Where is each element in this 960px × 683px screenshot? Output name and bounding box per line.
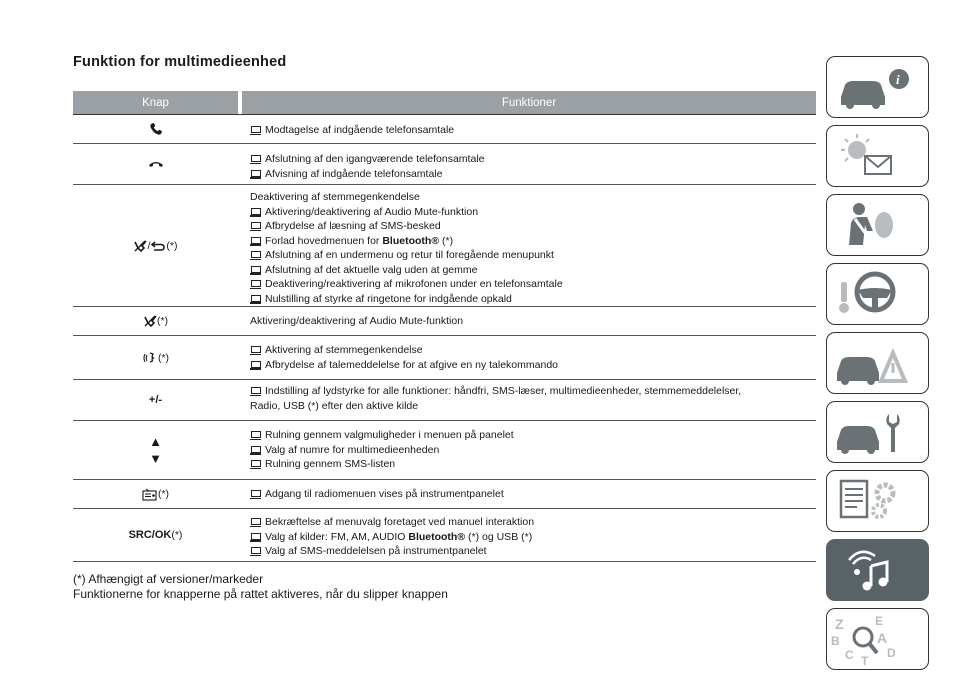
function-text: Afslutning af en undermenu og retur til foregående menupunkt	[265, 249, 554, 261]
tab-index[interactable]	[826, 608, 929, 670]
footnotes	[73, 572, 448, 602]
maintenance-icon	[827, 402, 928, 462]
tab-multimedia[interactable]	[826, 539, 929, 601]
multimedia-icon	[827, 540, 928, 600]
table-row	[73, 336, 816, 380]
voice-command-icon	[142, 351, 158, 365]
bullet-icon	[250, 170, 261, 178]
car-info-icon	[827, 57, 928, 117]
safety-icon	[827, 195, 928, 255]
src-ok-key-label: SRC/OK	[128, 529, 172, 541]
bullet-icon	[250, 155, 261, 163]
bullet-icon	[250, 251, 261, 259]
bullet-icon	[250, 490, 261, 498]
table-row	[73, 115, 816, 144]
bullet-icon	[250, 222, 261, 230]
column-header-funktioner: Funktioner	[242, 91, 816, 114]
function-table	[73, 114, 816, 562]
arrow-down-icon: ▼	[149, 451, 162, 466]
tab-maintenance[interactable]	[826, 401, 929, 463]
chapter-sidebar	[826, 56, 931, 677]
bullet-icon	[250, 295, 261, 303]
bullet-icon	[250, 446, 261, 454]
bullet-icon	[250, 280, 261, 288]
function-text: Deaktivering/reaktivering af mikrofonen under en telefonsamtale	[265, 278, 563, 290]
emergency-icon	[827, 333, 928, 393]
driving-icon	[827, 264, 928, 324]
index-letter-d: D	[887, 646, 896, 660]
index-letter-c: C	[845, 648, 854, 662]
back-icon	[150, 240, 166, 252]
bullet-icon	[250, 361, 261, 369]
bullet-icon	[250, 533, 261, 541]
footnote-release: Funktionerne for knapperne på rattet aktiveres, når du slipper knappen	[73, 587, 448, 601]
bullet-icon	[250, 126, 261, 134]
tab-warning-lights[interactable]	[826, 125, 929, 187]
table-row	[73, 144, 816, 185]
function-text: Indstilling af lydstyrke for alle funktioner: håndfri, SMS-læser, multimedieenheder, stemmemeddelelser,	[265, 385, 742, 397]
tab-safety[interactable]	[826, 194, 929, 256]
function-text: Valg af SMS-meddelelsen på instrumentpanelet	[265, 545, 487, 557]
table-row	[73, 307, 816, 336]
function-text: Afslutning af det aktuelle valg uden at gemme	[265, 263, 478, 276]
mute-icon	[133, 239, 147, 253]
table-row	[73, 480, 816, 509]
function-text: Forlad hovedmenuen for Bluetooth® (*)	[265, 234, 454, 247]
tab-technical-data[interactable]	[826, 470, 929, 532]
mute-icon	[143, 314, 157, 328]
bullet-icon	[250, 387, 261, 395]
bullet-icon	[250, 237, 261, 245]
tab-emergency[interactable]	[826, 332, 929, 394]
page-title: Funktion for multimedieenhed	[73, 54, 287, 70]
index-letter-b: B	[831, 634, 840, 648]
key-separator: /	[147, 239, 151, 252]
function-text: Aktivering/deaktivering af Audio Mute-funktion	[250, 314, 464, 327]
index-icon	[827, 609, 928, 669]
function-text: Nulstilling af styrke af ringetone for indgående opkald	[265, 292, 512, 305]
table-row	[73, 421, 816, 480]
function-text: Adgang til radiomenuen vises på instrumentpanelet	[265, 488, 504, 500]
bullet-icon	[250, 266, 261, 274]
column-header-knap: Knap	[73, 91, 238, 114]
function-text: Radio, USB (*) efter den aktive kilde	[250, 399, 419, 412]
bullet-icon	[250, 208, 261, 216]
tab-car-info[interactable]	[826, 56, 929, 118]
volume-key-label: +/-	[148, 394, 163, 406]
table-row	[73, 380, 816, 421]
radio-menu-icon	[142, 488, 158, 501]
function-text: Rulning gennem valgmuligheder i menuen på panelet	[265, 429, 514, 441]
function-text: Aktivering af stemmegenkendelse	[265, 344, 423, 356]
table-row	[73, 185, 816, 307]
function-text: Bekræftelse af menuvalg foretaget ved manuel interaktion	[265, 516, 535, 528]
bullet-icon	[250, 518, 261, 526]
function-text: Valg af numre for multimedieenheden	[265, 443, 440, 456]
phone-answer-icon	[149, 122, 163, 136]
index-letter-z: Z	[835, 616, 844, 632]
function-text: Modtagelse af indgående telefonsamtale	[265, 124, 455, 136]
function-text: Afslutning af den igangværende telefonsamtale	[265, 153, 485, 165]
table-row	[73, 509, 816, 562]
warning-lights-icon	[827, 126, 928, 186]
index-letter-t: T	[861, 654, 869, 668]
bullet-icon	[250, 346, 261, 354]
key-note: (*)	[166, 239, 178, 252]
key-note: (*)	[156, 315, 169, 327]
function-text: Afvisning af indgående telefonsamtale	[265, 167, 443, 180]
function-text: Valg af kilder: FM, AM, AUDIO Bluetooth® (*) og USB (*)	[265, 530, 533, 543]
index-letter-e: E	[875, 614, 884, 628]
bullet-icon	[250, 547, 261, 555]
function-text: Rulning gennem SMS-listen	[265, 458, 396, 470]
function-text: Deaktivering af stemmegenkendelse	[250, 191, 420, 203]
function-text: Aktivering/deaktivering af Audio Mute-funktion	[265, 205, 479, 218]
bullet-icon	[250, 460, 261, 468]
function-text: Afbrydelse af talemeddelelse for at afgive en ny talekommando	[265, 358, 559, 371]
key-note: (*)	[171, 529, 183, 541]
phone-hangup-icon	[148, 159, 164, 169]
table-header	[73, 91, 816, 114]
function-text: Afbrydelse af læsning af SMS-besked	[265, 220, 441, 232]
arrow-up-icon: ▲	[149, 434, 162, 449]
footnote-versions: (*) Afhængigt af versioner/markeder	[73, 572, 264, 586]
bullet-icon	[250, 431, 261, 439]
index-letter-a: A	[877, 630, 888, 646]
svg-text:i: i	[896, 72, 900, 87]
key-note: (*)	[157, 351, 170, 364]
technical-data-icon	[827, 471, 928, 531]
tab-driving[interactable]	[826, 263, 929, 325]
key-note: (*)	[157, 488, 170, 500]
